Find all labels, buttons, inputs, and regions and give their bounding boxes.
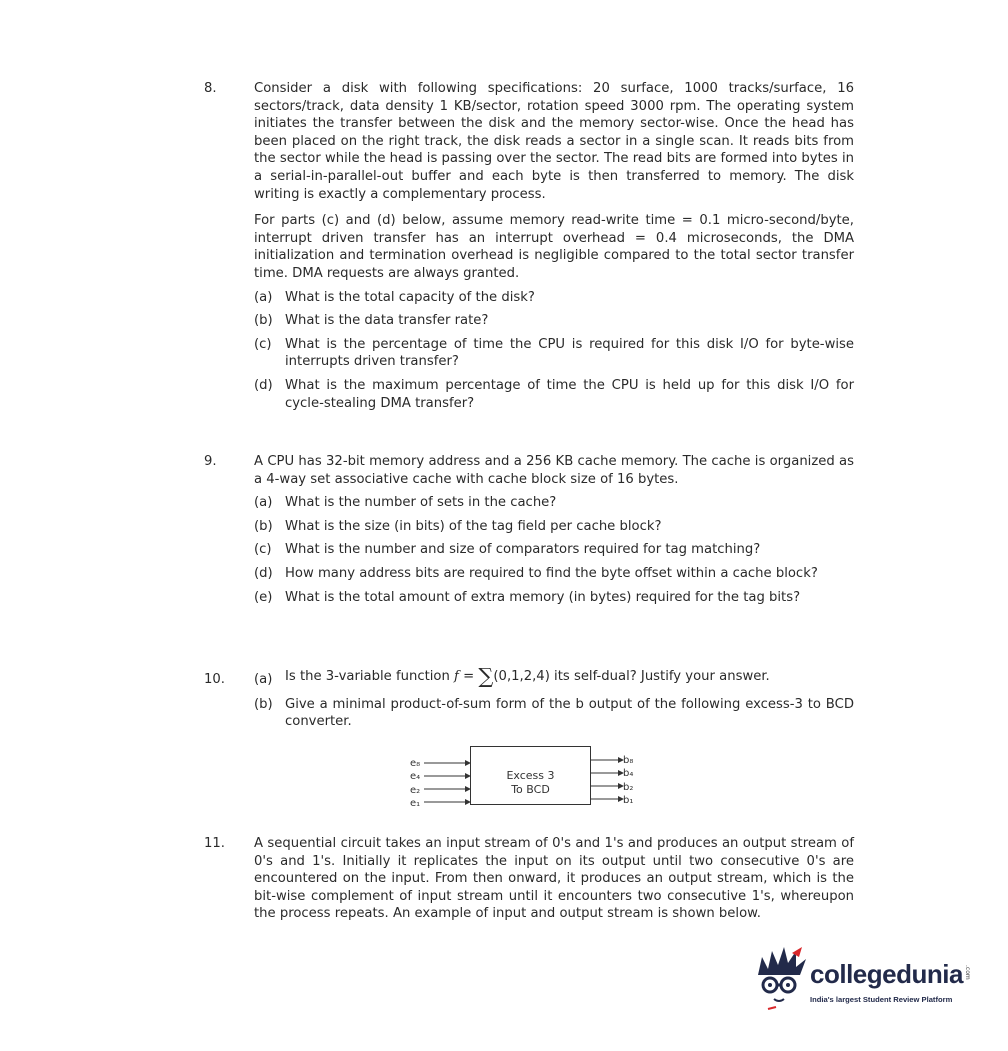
converter-box (470, 746, 591, 805)
question-8 (204, 80, 854, 412)
output-b8: b₈ (623, 755, 634, 766)
sub-question (254, 541, 854, 559)
sub-question (254, 377, 854, 412)
input-e2: e₂ (410, 784, 421, 796)
sub-question-label: (b) (254, 518, 273, 534)
sub-question-text: What is the percentage of time the CPU is required for this disk I/O for byte-wise interrupts driven transfer? (285, 336, 854, 370)
mascot-icon (752, 945, 810, 1017)
input-e8: e₈ (410, 758, 421, 769)
question-9 (204, 453, 854, 606)
sub-question (254, 565, 854, 583)
question-assumptions: For parts (c) and (d) below, assume memory read-write time = 0.1 micro-second/byte, interrupt driven transfer has an interrupt overhead = 0.4 microseconds, the DMA initialization and termination overhead is negligible compared to the total sector transfer time. DMA requests are always granted. (254, 213, 854, 281)
question-text: A sequential circuit takes an input stream of 0's and 1's and produces an output stream of 0's and 1's. Initially it replicates the input on its output until two consecutive 0's are encountered on the input. From then onward, it produces an output stream, which is the bit-wise complement of input stream until it encounters two consecutive 1's, whereupon the process repeats. An example of input and output stream is shown below. (254, 836, 854, 922)
input-e1: e₁ (410, 797, 421, 809)
sub-question-label: (d) (254, 377, 273, 393)
output-b4: b₄ (623, 768, 634, 780)
sub-question (254, 589, 854, 607)
sub-question-label: (c) (254, 336, 272, 352)
converter-label-line2: To BCD (511, 783, 550, 796)
brand-name: collegedunia (810, 959, 963, 989)
question-text: Consider a disk with following specifications: 20 surface, 1000 tracks/surface, 16 sectors/track, data density 1 KB/sector, rotation speed 3000 rpm. The operating system initiates the transfer between the disk and the memory sector-wise. Once the head has been placed on the right track, the disk reads a sector in a single scan. It reads bits from the sector while the head is passing over the sector. The read bits are formed into bytes in a serial-in-parallel-out buffer and each byte is then transferred to memory. The disk writing is exactly a complementary process. (254, 81, 854, 202)
output-b1: b₁ (623, 794, 634, 806)
sub-question-label: (c) (254, 542, 272, 558)
sub-question-text: How many address bits are required to find the byte offset within a cache block? (285, 565, 818, 581)
output-b2: b₂ (623, 781, 634, 793)
sub-question-text: What is the maximum percentage of time the CPU is held up for this disk I/O for cycle-stealing DMA transfer? (285, 377, 854, 411)
sub-question (254, 518, 854, 536)
question-number: 8. (204, 81, 217, 96)
sub-question-text: What is the number and size of comparators required for tag matching? (285, 542, 761, 558)
equals-sign: = (463, 669, 475, 684)
sub-question-text: What is the number of sets in the cache? (285, 495, 557, 511)
sub-question-text: What is the total capacity of the disk? (285, 289, 535, 305)
summation-symbol: ∑ (478, 664, 494, 688)
excess3-to-bcd-diagram (410, 744, 650, 814)
sub-question (254, 664, 854, 689)
sub-question-label: (b) (254, 313, 273, 329)
brand-domain: .com (964, 965, 971, 980)
sub-question-label: (a) (254, 672, 273, 687)
sub-question-text: What is the total amount of extra memory (in bytes) required for the tag bits? (285, 589, 801, 605)
sub-question-label: (a) (254, 495, 273, 511)
sub-question-label: (b) (254, 696, 273, 712)
sub-question-label: (e) (254, 589, 273, 605)
converter-label-line1: Excess 3 (506, 769, 555, 782)
sub-question-text: Give a minimal product-of-sum form of the b output of the following excess-3 to BCD converter. (285, 696, 854, 730)
output-labels (623, 754, 633, 807)
sub-question (254, 312, 854, 330)
sub-question (254, 696, 854, 731)
question-text: A CPU has 32-bit memory address and a 256 KB cache memory. The cache is organized as a 4-way set associative cache with cache block size of 16 bytes. (254, 454, 854, 487)
input-e4: e₄ (410, 771, 421, 783)
input-labels (410, 757, 420, 810)
sub-question-text: Is the 3-variable function (285, 669, 450, 684)
sub-question-text: its self-dual? Justify your answer. (554, 669, 770, 684)
sub-question-label: (a) (254, 289, 273, 305)
function-symbol: f (454, 669, 459, 684)
sub-question (254, 336, 854, 371)
question-number: 9. (204, 454, 217, 469)
sub-question-text: What is the data transfer rate? (285, 313, 489, 329)
sub-question-text: What is the size (in bits) of the tag field per cache block? (285, 518, 662, 534)
question-11 (204, 835, 854, 923)
question-number: 11. (204, 836, 225, 851)
collegedunia-logo (752, 945, 977, 1017)
question-number: 10. (204, 672, 225, 687)
minterm-set: (0,1,2,4) (493, 669, 550, 684)
sub-question (254, 494, 854, 512)
sub-question-label: (d) (254, 565, 273, 581)
question-10 (204, 664, 854, 731)
brand-tagline: India's largest Student Review Platform (810, 995, 953, 1004)
sub-question (254, 289, 854, 307)
